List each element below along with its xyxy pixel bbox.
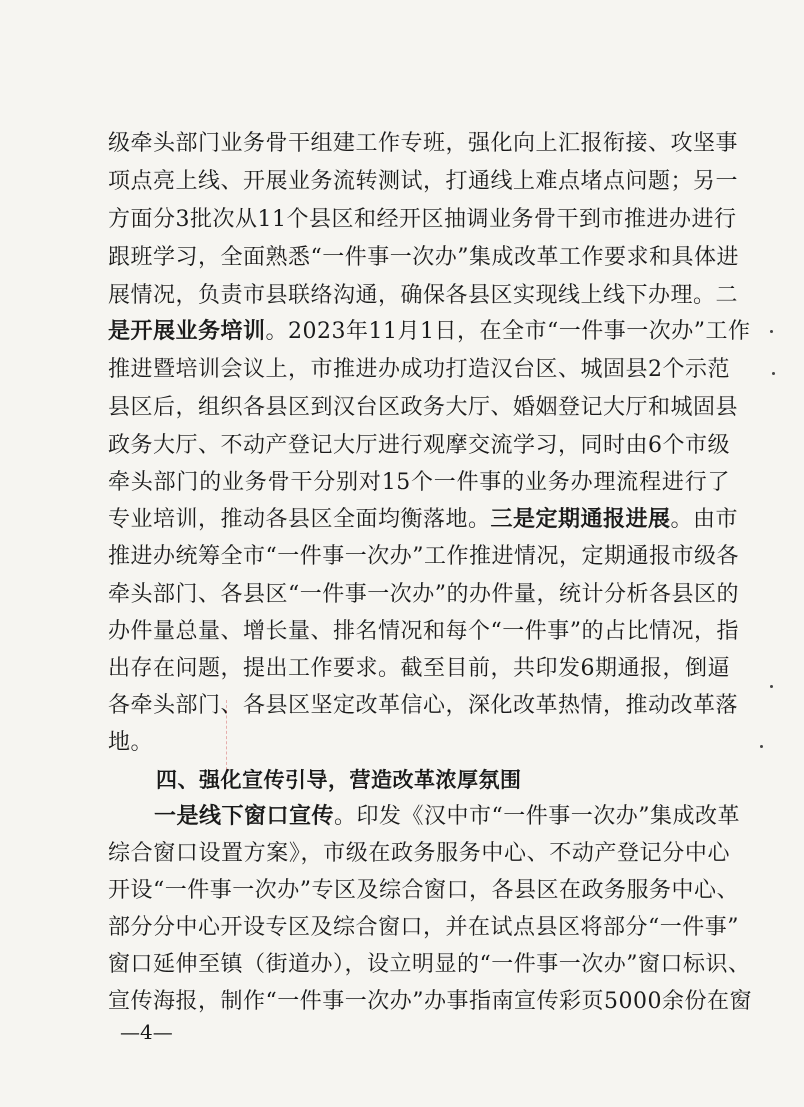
- text-line: 窗口延伸至镇（街道办），设立明显的“一件事一次办”窗口标识、: [108, 952, 751, 977]
- text-line: 跟班学习，全面熟悉“一件事一次办”集成改革工作要求和具体进: [108, 245, 739, 270]
- text-line: 牵头部门、各县区“一件事一次办”的办件量，统计分析各县区的: [108, 582, 739, 607]
- section-heading: 四、强化宣传引导，营造改革浓厚氛围: [156, 768, 522, 792]
- text-run: 。2023年11月1日，在全市“一件事一次办”工作: [265, 319, 751, 344]
- scan-speck: [772, 372, 775, 375]
- text-run: 。由市: [670, 507, 739, 532]
- text-run: 专业培训，推动各县区全面均衡落地。: [108, 507, 491, 532]
- page-number: —4—: [120, 1020, 173, 1044]
- text-line: 部分分中心开设专区及综合窗口，并在试点县区将部分“一件事”: [108, 915, 739, 940]
- text-line-report: [108, 505, 739, 535]
- text-line: 宣传海报，制作“一件事一次办”办事指南宣传彩页5000余份在窗: [108, 989, 752, 1014]
- text-line: 展情况，负责市县联络沟通，确保各县区实现线上线下办理。二: [108, 283, 739, 308]
- text-line: 政务大厅、不动产登记大厅进行观摩交流学习，同时由6个市级: [108, 433, 730, 458]
- scan-speck: [760, 745, 763, 748]
- text-line: 推进暨培训会议上，市推进办成功打造汉台区、城固县2个示范: [108, 357, 730, 382]
- text-line: 开设“一件事一次办”专区及综合窗口，各县区在政务服务中心、: [108, 878, 739, 903]
- text-line: 项点亮上线、开展业务流转测试，打通线上难点堵点问题；另一: [108, 169, 739, 194]
- text-line: 级牵头部门业务骨干组建工作专班，强化向上汇报衔接、攻坚事: [108, 131, 739, 156]
- text-line: 地。: [108, 730, 154, 755]
- scan-speck: [770, 685, 773, 688]
- text-line-training: [108, 317, 751, 347]
- text-line: 方面分3批次从11个县区和经开区抽调业务骨干到市推进办进行: [108, 207, 737, 232]
- bold-lead-window: 一是线下窗口宣传: [154, 804, 335, 829]
- text-line: 牵头部门的业务骨干分别对15个一件事的业务办理流程进行了: [108, 470, 730, 495]
- scan-speck: [770, 330, 773, 333]
- bold-lead-report: 三是定期通报进展: [490, 507, 671, 532]
- text-line: 推进办统筹全市“一件事一次办”工作推进情况，定期通报市级各: [108, 544, 739, 569]
- bold-lead-training: 是开展业务培训: [108, 319, 266, 344]
- text-line-window: [154, 802, 741, 832]
- text-line: 县区后，组织各县区到汉台区政务大厅、婚姻登记大厅和城固县: [108, 395, 739, 420]
- text-line: 综合窗口设置方案》，市级在政务服务中心、不动产登记分中心: [108, 841, 730, 866]
- text-line: 办件量总量、增长量、排名情况和每个“一件事”的占比情况，指: [108, 619, 739, 644]
- text-line: 出存在问题，提出工作要求。截至目前，共印发6期通报，倒逼: [108, 656, 730, 681]
- text-line: 各牵头部门、各县区坚定改革信心，深化改革热情，推动改革落: [108, 693, 739, 718]
- stamp-trace: [226, 700, 257, 770]
- text-run: 。印发《汉中市“一件事一次办”集成改革: [334, 804, 741, 829]
